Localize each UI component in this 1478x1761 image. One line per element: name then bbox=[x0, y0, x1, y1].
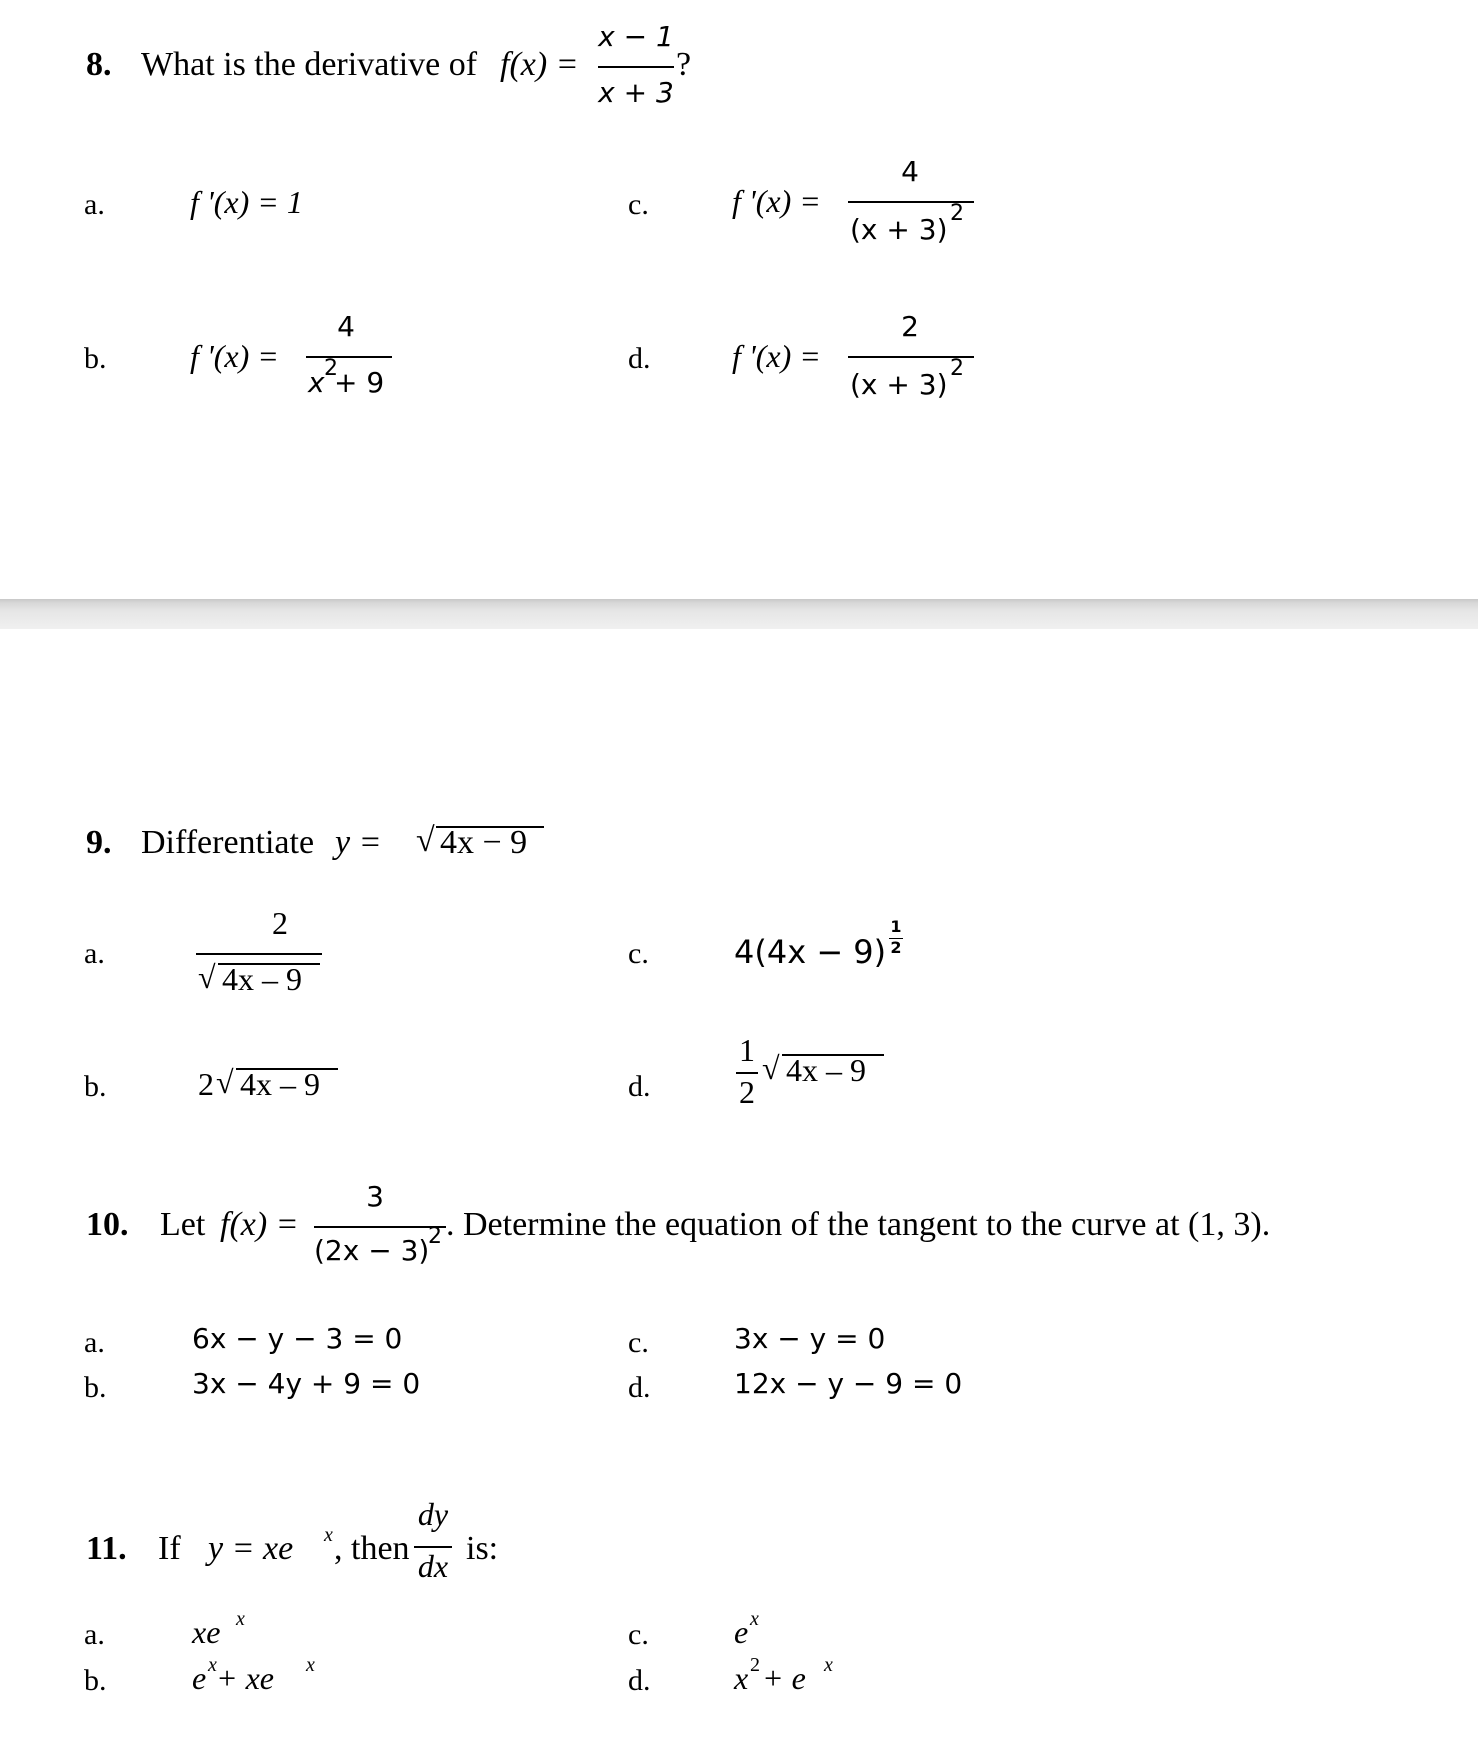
option-expression: 3x − y = 0 bbox=[734, 1322, 886, 1355]
option-d[interactable] bbox=[620, 1367, 1120, 1407]
option-label: d. bbox=[628, 1371, 651, 1404]
fraction-numerator: dy bbox=[417, 1496, 449, 1532]
exponent-denominator: 2 bbox=[890, 938, 902, 957]
question-number: 9. bbox=[86, 824, 112, 861]
option-label: d. bbox=[628, 342, 651, 375]
sqrt-symbol: √ bbox=[416, 822, 435, 859]
option-exponent-2: x bbox=[824, 1654, 833, 1676]
fraction-bar bbox=[314, 1226, 446, 1228]
option-exponent-1: x bbox=[208, 1654, 217, 1676]
option-base: e bbox=[734, 1614, 749, 1650]
question-number: 8. bbox=[86, 46, 112, 83]
option-exponent: x bbox=[236, 1608, 245, 1630]
page-separator bbox=[0, 599, 1478, 629]
denominator-base: (2x − 3) bbox=[314, 1234, 430, 1267]
fraction-numerator: 2 bbox=[901, 310, 919, 343]
fraction-numerator: 1 bbox=[739, 1032, 755, 1068]
option-term-1: e bbox=[192, 1660, 207, 1696]
radicand: 4x – 9 bbox=[240, 1066, 320, 1102]
fraction-bar bbox=[196, 953, 322, 955]
sqrt-symbol: √ bbox=[762, 1050, 780, 1086]
question-11 bbox=[0, 1490, 1478, 1720]
option-c[interactable] bbox=[620, 905, 1120, 1005]
equation-exponent: x bbox=[324, 1524, 333, 1546]
fraction-numerator: 3 bbox=[366, 1180, 384, 1213]
option-b[interactable] bbox=[80, 1367, 580, 1407]
option-label: c. bbox=[628, 1326, 649, 1359]
denominator-base: (x + 3) bbox=[850, 368, 948, 401]
option-d[interactable] bbox=[620, 310, 1120, 420]
denominator-exponent: 2 bbox=[428, 1224, 442, 1249]
option-term-2: + e bbox=[762, 1660, 806, 1696]
option-term-1: x bbox=[734, 1660, 749, 1696]
option-a[interactable] bbox=[80, 1608, 580, 1654]
option-exponent-1: 2 bbox=[750, 1654, 760, 1676]
radicand: 4x – 9 bbox=[222, 961, 302, 997]
exponent-numerator: 1 bbox=[890, 917, 902, 936]
option-c[interactable] bbox=[620, 155, 1120, 265]
fraction-numerator: 2 bbox=[272, 905, 288, 941]
option-b[interactable] bbox=[80, 1654, 580, 1700]
question-prompt: Differentiate bbox=[141, 824, 315, 861]
denominator-rest: + 9 bbox=[334, 366, 385, 399]
option-b[interactable] bbox=[80, 310, 640, 420]
fraction-bar bbox=[306, 356, 392, 358]
option-term-2: + xe bbox=[216, 1660, 274, 1696]
fraction-numerator: 4 bbox=[337, 310, 355, 343]
equation-lhs: y = bbox=[335, 824, 382, 861]
equation-base: y = xe bbox=[208, 1530, 294, 1567]
fraction-denominator: x + 3 bbox=[598, 76, 674, 109]
question-prompt: What is the derivative of bbox=[141, 46, 478, 83]
option-a[interactable] bbox=[80, 905, 580, 1005]
option-label: a. bbox=[84, 1326, 105, 1359]
question-10 bbox=[0, 1170, 1478, 1420]
option-base: xe bbox=[192, 1614, 221, 1650]
option-label: b. bbox=[84, 342, 107, 375]
option-lhs: f '(x) = bbox=[732, 338, 821, 374]
option-label: b. bbox=[84, 1664, 107, 1697]
option-label: a. bbox=[84, 937, 105, 970]
option-label: b. bbox=[84, 1070, 107, 1103]
fraction-denominator: 2 bbox=[739, 1074, 755, 1110]
denominator-base: x bbox=[308, 366, 325, 399]
option-label: c. bbox=[628, 188, 649, 221]
option-a[interactable] bbox=[80, 170, 640, 240]
radicand: 4x – 9 bbox=[786, 1052, 866, 1088]
function-lhs: f(x) = bbox=[220, 1206, 299, 1243]
question-number: 10. bbox=[86, 1206, 129, 1243]
option-label: d. bbox=[628, 1070, 651, 1103]
fraction-numerator: 4 bbox=[901, 155, 919, 188]
question-prompt-post: is: bbox=[466, 1530, 499, 1567]
fraction-numerator: x − 1 bbox=[598, 20, 674, 53]
question-prompt-mid: , then bbox=[334, 1530, 410, 1567]
option-expression: 3x − 4y + 9 = 0 bbox=[192, 1367, 421, 1400]
option-c[interactable] bbox=[620, 1322, 1120, 1362]
option-label: b. bbox=[84, 1371, 107, 1404]
option-base: 4(4x − 9) bbox=[734, 933, 887, 971]
fraction-denominator: dx bbox=[417, 1548, 449, 1584]
option-label: d. bbox=[628, 1664, 651, 1697]
question-prompt-post: . Determine the equation of the tangent to the curve at (1, 3). bbox=[446, 1206, 1271, 1243]
option-label: a. bbox=[84, 188, 105, 221]
question-prompt-pre: Let bbox=[160, 1206, 206, 1243]
question-9 bbox=[0, 800, 1478, 1140]
sqrt-symbol: √ bbox=[198, 959, 216, 995]
option-label: c. bbox=[628, 1618, 649, 1651]
question-prompt-pre: If bbox=[158, 1530, 181, 1567]
option-a[interactable] bbox=[80, 1322, 580, 1362]
radicand: 4x − 9 bbox=[440, 824, 528, 861]
option-expression: 12x − y − 9 = 0 bbox=[734, 1367, 963, 1400]
option-c[interactable] bbox=[620, 1608, 1120, 1654]
option-lhs: f '(x) = bbox=[732, 183, 821, 219]
sqrt-symbol: √ bbox=[216, 1064, 234, 1100]
option-expression: 6x − y − 3 = 0 bbox=[192, 1322, 403, 1355]
denominator-exponent: 2 bbox=[324, 356, 338, 381]
question-suffix: ? bbox=[676, 46, 692, 83]
function-lhs: f(x) = bbox=[500, 46, 579, 83]
option-d[interactable] bbox=[620, 1032, 1120, 1120]
question-number: 11. bbox=[86, 1530, 127, 1567]
option-expression: f '(x) = 1 bbox=[190, 184, 303, 220]
option-d[interactable] bbox=[620, 1654, 1120, 1700]
option-exponent-2: x bbox=[306, 1654, 315, 1676]
coefficient: 2 bbox=[198, 1066, 214, 1102]
question-8 bbox=[0, 0, 1478, 560]
denominator-exponent: 2 bbox=[950, 201, 964, 226]
option-exponent: x bbox=[750, 1608, 759, 1630]
option-label: c. bbox=[628, 937, 649, 970]
fraction-bar bbox=[598, 66, 674, 68]
option-lhs: f '(x) = bbox=[190, 338, 279, 374]
option-label: a. bbox=[84, 1618, 105, 1651]
denominator-base: (x + 3) bbox=[850, 213, 948, 246]
denominator-exponent: 2 bbox=[950, 356, 964, 381]
option-b[interactable] bbox=[80, 1040, 580, 1110]
